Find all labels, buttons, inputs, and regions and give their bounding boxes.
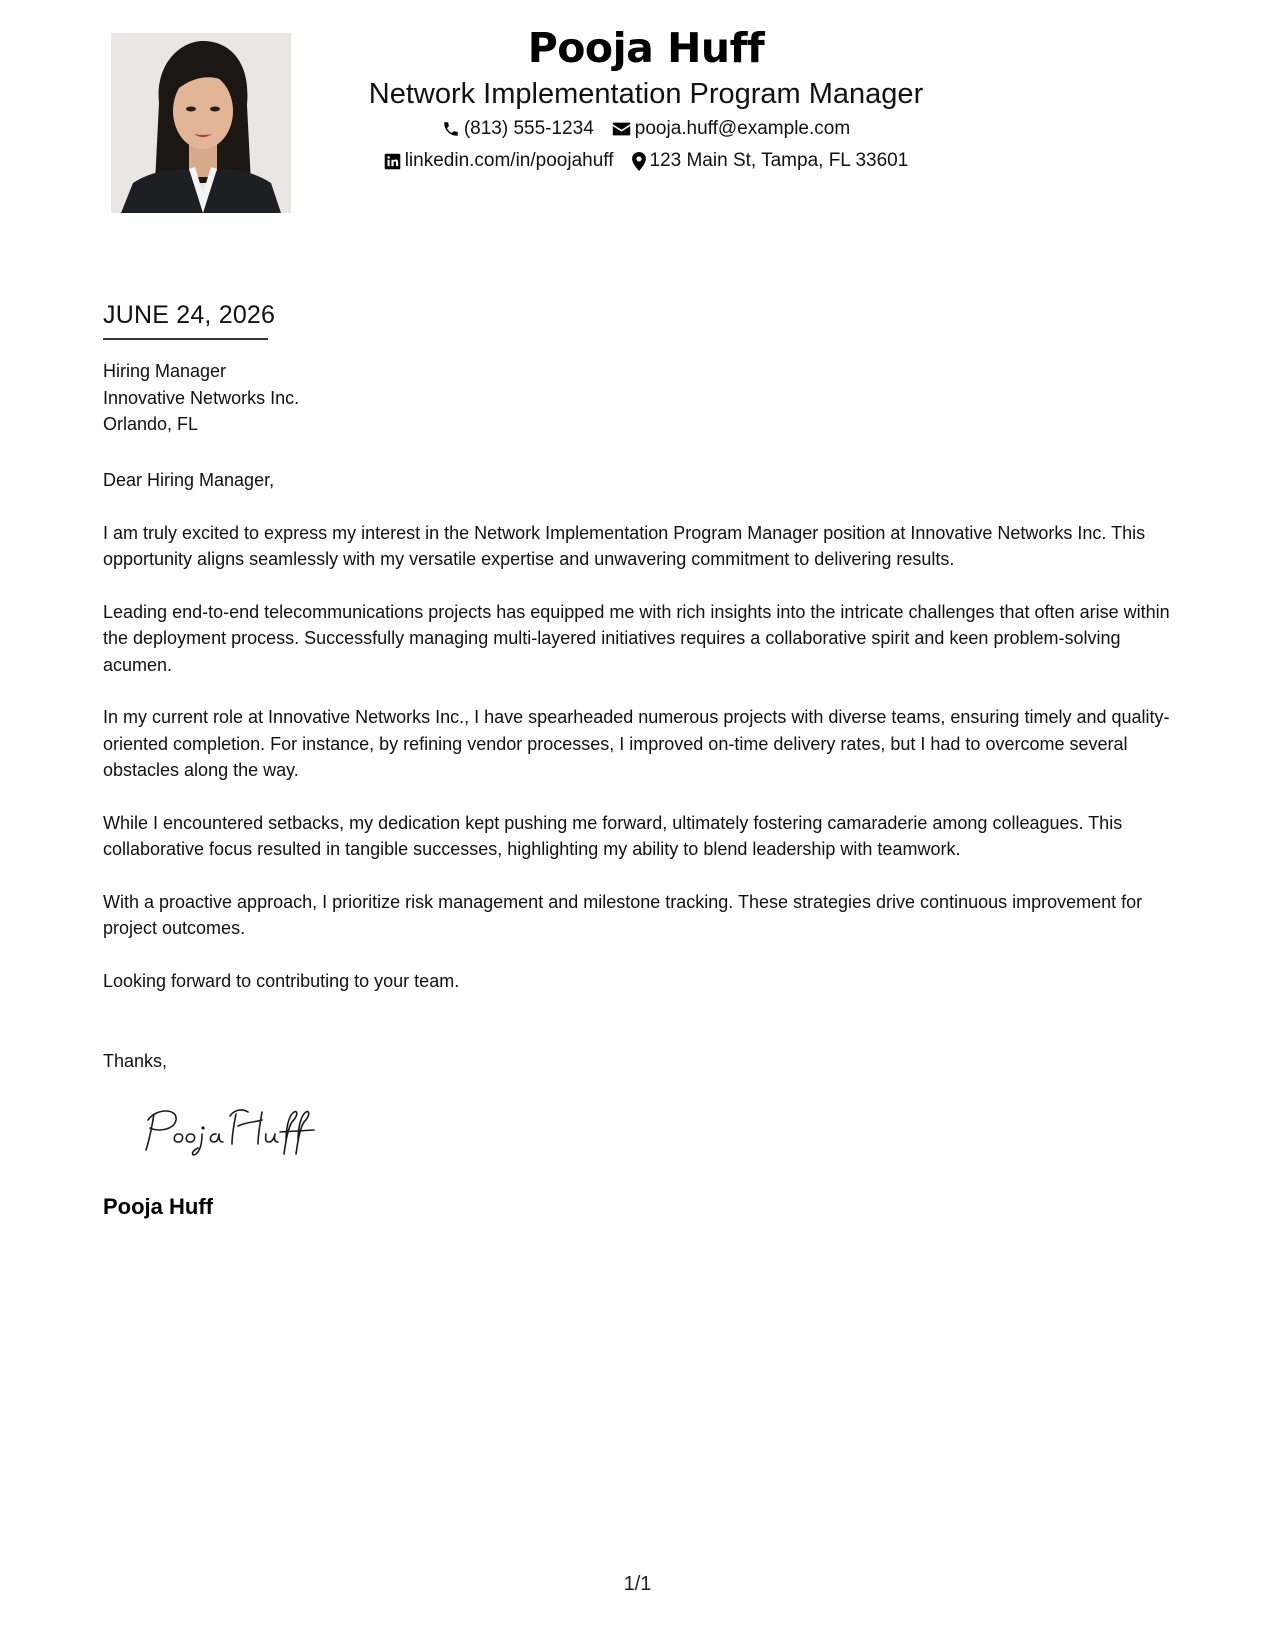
envelope-icon xyxy=(612,121,631,137)
body-paragraph: While I encountered setbacks, my dedication kept pushing me forward, ultimately fostering camaraderie among colleagues. This collaborative focus resulted in tangible successes, highlighting my ability to blend leadership with teamwork. xyxy=(103,812,1123,859)
body-paragraph: Leading end-to-end telecommunications projects has equipped me with rich insights into the intricate challenges that often arise within the deployment process. Successfully managing multi-layered initiatives requires a collaborative spirit and keen problem-solving acumen. xyxy=(103,601,1170,675)
email-contact[interactable] xyxy=(612,114,850,144)
linkedin-contact[interactable] xyxy=(384,146,614,176)
address-text: 123 Main St, Tampa, FL 33601 xyxy=(649,150,909,171)
applicant-name: Pooja Huff xyxy=(527,24,765,72)
body-paragraph: Looking forward to contributing to your team. xyxy=(103,970,460,991)
body-paragraph: With a proactive approach, I prioritize risk management and milestone tracking. These strategies drive continuous improvement for project outcomes. xyxy=(103,891,1143,938)
recipient-block xyxy=(103,358,299,438)
closing: Thanks, xyxy=(103,1051,168,1071)
map-marker-icon xyxy=(632,152,646,171)
body-paragraph: In my current role at Innovative Networks Inc., I have spearheaded numerous projects with diverse teams, ensuring timely and quality-oriented completion. For instance, by refining vendor processes, I improved on-time delivery rates, but I had to overcome several obstacles along the way. xyxy=(103,707,1170,780)
letter-body xyxy=(103,467,1183,1020)
body-paragraph: I am truly excited to express my interest in the Network Implementation Program Manager position at Innovative Networks Inc. This opportunity aligns seamlessly with my versatile expertise and unwavering commitment to delivering results. xyxy=(103,522,1146,569)
recipient-line: Hiring Manager xyxy=(103,361,227,381)
signer-name: Pooja Huff xyxy=(103,1194,213,1219)
linkedin-text: linkedin.com/in/poojahuff xyxy=(404,150,614,171)
applicant-role: Network Implementation Program Manager xyxy=(368,78,924,110)
phone-text: (813) 555-1234 xyxy=(463,118,594,139)
date-divider xyxy=(103,338,268,340)
phone-contact xyxy=(442,114,594,144)
recipient-line: Orlando, FL xyxy=(103,414,199,434)
address-contact xyxy=(632,146,909,176)
contact-row-secondary xyxy=(330,146,962,176)
page-number: 1/1 xyxy=(623,1573,652,1595)
contact-row-primary xyxy=(330,114,962,144)
resume-header xyxy=(330,20,962,176)
handwritten-signature xyxy=(138,1100,338,1165)
linkedin-icon xyxy=(384,153,401,170)
email-text: pooja.huff@example.com xyxy=(634,118,851,139)
salutation: Dear Hiring Manager, xyxy=(103,470,275,490)
phone-icon xyxy=(442,120,460,138)
recipient-line: Innovative Networks Inc. xyxy=(103,387,300,408)
profile-photo xyxy=(111,33,291,213)
letter-date: JUNE 24, 2026 xyxy=(103,301,276,329)
